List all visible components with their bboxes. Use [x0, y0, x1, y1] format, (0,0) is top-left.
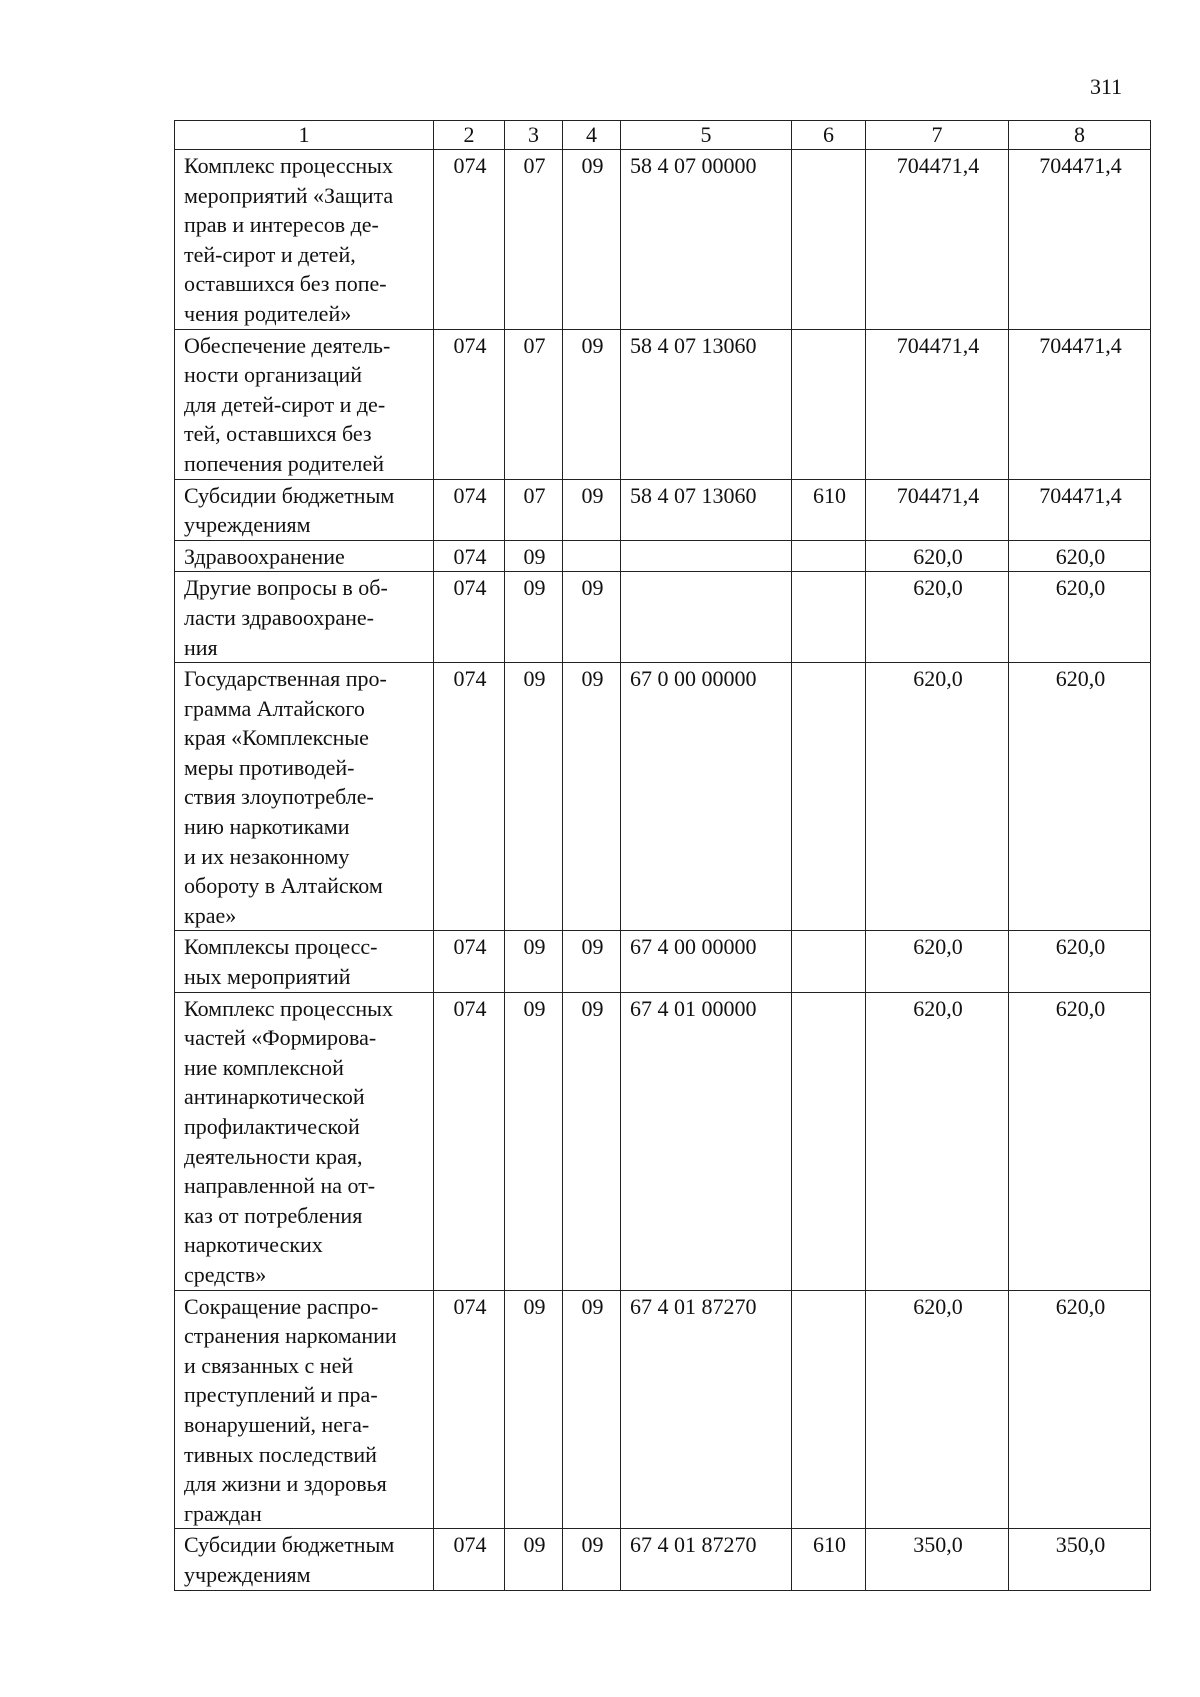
expense-type-cell: [792, 329, 866, 479]
item-name-line: мероприятий «Защита: [184, 182, 394, 208]
item-name-line: и их незаконному: [184, 843, 350, 869]
target-article-cell: 58 4 07 13060: [621, 479, 792, 540]
item-name-line: Другие вопросы в об-: [184, 575, 388, 601]
subsection-cell: 09: [563, 931, 621, 992]
amount-cell: 620,0: [1009, 663, 1151, 931]
subsection-cell: 09: [563, 992, 621, 1290]
target-article-cell: 67 4 00 00000: [621, 931, 792, 992]
table-row: [175, 931, 1151, 992]
header-cell: 4: [563, 121, 621, 150]
subsection-cell: 09: [563, 572, 621, 663]
amount-cell: 704471,4: [1009, 479, 1151, 540]
item-name-line: странения наркомании: [184, 1323, 397, 1349]
grbs-cell: 074: [434, 1290, 505, 1529]
item-name-line: профилактической: [184, 1114, 360, 1139]
target-article-cell: 67 4 01 87270: [621, 1529, 792, 1590]
item-name-line: обороту в Алтайском: [184, 873, 383, 899]
item-name-line: Государственная про-: [184, 666, 387, 692]
item-name-line: нию наркотиками: [184, 814, 350, 840]
grbs-cell: 074: [434, 150, 505, 330]
item-name-cell: [175, 663, 434, 931]
table-row: [175, 663, 1151, 931]
item-name-line: ствия злоупотребле-: [184, 784, 374, 810]
item-name-cell: [175, 992, 434, 1290]
subsection-cell: [563, 540, 621, 572]
target-article-cell: 67 0 00 00000: [621, 663, 792, 931]
item-name-line: наркотических: [184, 1232, 323, 1258]
item-name-line: Комплекс процессных: [184, 995, 393, 1021]
table-row: [175, 992, 1151, 1290]
item-name-line: учреждениям: [184, 1561, 311, 1587]
header-cell: 8: [1009, 121, 1151, 150]
expense-type-cell: [792, 663, 866, 931]
table-row: [175, 150, 1151, 330]
table-row: [175, 479, 1151, 540]
section-cell: 07: [505, 150, 563, 330]
item-name-line: грамма Алтайского: [184, 695, 365, 721]
target-article-cell: 58 4 07 00000: [621, 150, 792, 330]
item-name-line: ности организаций: [184, 362, 363, 388]
amount-cell: 704471,4: [866, 329, 1009, 479]
item-name-line: ных мероприятий: [184, 964, 351, 990]
grbs-cell: 074: [434, 663, 505, 931]
expense-type-cell: 610: [792, 1529, 866, 1590]
expense-type-cell: [792, 931, 866, 992]
expense-type-cell: [792, 572, 866, 663]
grbs-cell: 074: [434, 992, 505, 1290]
section-cell: 09: [505, 1290, 563, 1529]
item-name-cell: [175, 150, 434, 330]
budget-table: [174, 120, 1151, 1591]
section-cell: 09: [505, 992, 563, 1290]
item-name-line: деятельности края,: [184, 1143, 363, 1169]
header-cell: 2: [434, 121, 505, 150]
table-body: [175, 150, 1151, 1591]
amount-cell: 620,0: [1009, 1290, 1151, 1529]
subsection-cell: 09: [563, 329, 621, 479]
item-name-line: оставшихся без попе-: [184, 271, 387, 297]
item-name-line: ние комплексной: [184, 1054, 344, 1080]
item-name-line: ласти здравоохране-: [184, 604, 374, 630]
amount-cell: 620,0: [866, 663, 1009, 931]
item-name-line: прав и интересов де-: [184, 212, 379, 238]
header-cell: 3: [505, 121, 563, 150]
amount-cell: 620,0: [1009, 992, 1151, 1290]
header-cell: 1: [175, 121, 434, 150]
section-cell: 09: [505, 540, 563, 572]
item-name-line: Комплекс процессных: [184, 153, 393, 178]
item-name-line: направленной на от-: [184, 1173, 376, 1199]
item-name-cell: [175, 329, 434, 479]
table-row: [175, 1290, 1151, 1529]
amount-cell: 620,0: [866, 931, 1009, 992]
target-article-cell: [621, 572, 792, 663]
item-name-line: вонарушений, нега-: [184, 1411, 370, 1437]
page-number: 311: [1090, 74, 1123, 99]
item-name-line: Субсидии бюджетным: [184, 482, 395, 508]
item-name-line: крае»: [184, 902, 237, 928]
item-name-line: чения родителей»: [184, 300, 352, 326]
item-name-line: средств»: [184, 1261, 267, 1287]
grbs-cell: 074: [434, 1529, 505, 1590]
target-article-cell: [621, 540, 792, 572]
grbs-cell: 074: [434, 931, 505, 992]
table-row: [175, 540, 1151, 572]
item-name-line: Обеспечение деятель-: [184, 332, 391, 358]
section-cell: 07: [505, 479, 563, 540]
table-row: [175, 1529, 1151, 1590]
item-name-line: тей-сирот и детей,: [184, 241, 356, 267]
subsection-cell: 09: [563, 1529, 621, 1590]
amount-cell: 620,0: [1009, 540, 1151, 572]
amount-cell: 620,0: [1009, 931, 1151, 992]
subsection-cell: 09: [563, 150, 621, 330]
header-cell: 7: [866, 121, 1009, 150]
subsection-cell: 09: [563, 1290, 621, 1529]
item-name-line: Комплексы процесс-: [184, 934, 378, 960]
item-name-line: граждан: [184, 1500, 262, 1526]
target-article-cell: 58 4 07 13060: [621, 329, 792, 479]
section-cell: 09: [505, 1529, 563, 1590]
table-row: [175, 572, 1151, 663]
expense-type-cell: [792, 1290, 866, 1529]
grbs-cell: 074: [434, 329, 505, 479]
item-name-line: меры противодей-: [184, 754, 355, 780]
item-name-line: попечения родителей: [184, 450, 384, 476]
item-name-line: и связанных с ней: [184, 1352, 354, 1378]
section-cell: 09: [505, 663, 563, 931]
amount-cell: 704471,4: [1009, 329, 1151, 479]
item-name-cell: [175, 540, 434, 572]
item-name-line: для детей-сирот и де-: [184, 391, 386, 417]
amount-cell: 620,0: [866, 1290, 1009, 1529]
expense-type-cell: 610: [792, 479, 866, 540]
amount-cell: 620,0: [866, 992, 1009, 1290]
header-cell: 5: [621, 121, 792, 150]
grbs-cell: 074: [434, 572, 505, 663]
item-name-line: для жизни и здоровья: [184, 1471, 387, 1497]
amount-cell: 350,0: [1009, 1529, 1151, 1590]
item-name-line: тивных последствий: [184, 1441, 377, 1467]
amount-cell: 704471,4: [1009, 150, 1151, 330]
item-name-cell: [175, 1529, 434, 1590]
item-name-line: края «Комплексные: [184, 725, 369, 751]
amount-cell: 704471,4: [866, 479, 1009, 540]
grbs-cell: 074: [434, 479, 505, 540]
amount-cell: 620,0: [866, 572, 1009, 663]
item-name-line: Сокращение распро-: [184, 1293, 379, 1319]
item-name-line: ния: [184, 634, 218, 660]
item-name-line: каз от потребления: [184, 1202, 363, 1228]
subsection-cell: 09: [563, 479, 621, 540]
header-cell: 6: [792, 121, 866, 150]
table-row: [175, 329, 1151, 479]
expense-type-cell: [792, 540, 866, 572]
amount-cell: 620,0: [1009, 572, 1151, 663]
item-name-line: частей «Формирова-: [184, 1025, 377, 1051]
item-name-cell: [175, 479, 434, 540]
item-name-line: антинаркотической: [184, 1084, 365, 1110]
amount-cell: 350,0: [866, 1529, 1009, 1590]
item-name-line: Субсидии бюджетным: [184, 1532, 395, 1558]
section-cell: 07: [505, 329, 563, 479]
target-article-cell: 67 4 01 00000: [621, 992, 792, 1290]
target-article-cell: 67 4 01 87270: [621, 1290, 792, 1529]
subsection-cell: 09: [563, 663, 621, 931]
header-row: [175, 121, 1151, 150]
item-name-cell: [175, 931, 434, 992]
item-name-cell: [175, 1290, 434, 1529]
item-name-cell: [175, 572, 434, 663]
section-cell: 09: [505, 572, 563, 663]
expense-type-cell: [792, 992, 866, 1290]
amount-cell: 620,0: [866, 540, 1009, 572]
amount-cell: 704471,4: [866, 150, 1009, 330]
grbs-cell: 074: [434, 540, 505, 572]
item-name-line: учреждениям: [184, 512, 311, 538]
item-name-line: Здравоохранение: [184, 543, 345, 569]
item-name-line: преступлений и пра-: [184, 1382, 378, 1408]
expense-type-cell: [792, 150, 866, 330]
section-cell: 09: [505, 931, 563, 992]
item-name-line: тей, оставшихся без: [184, 421, 372, 447]
